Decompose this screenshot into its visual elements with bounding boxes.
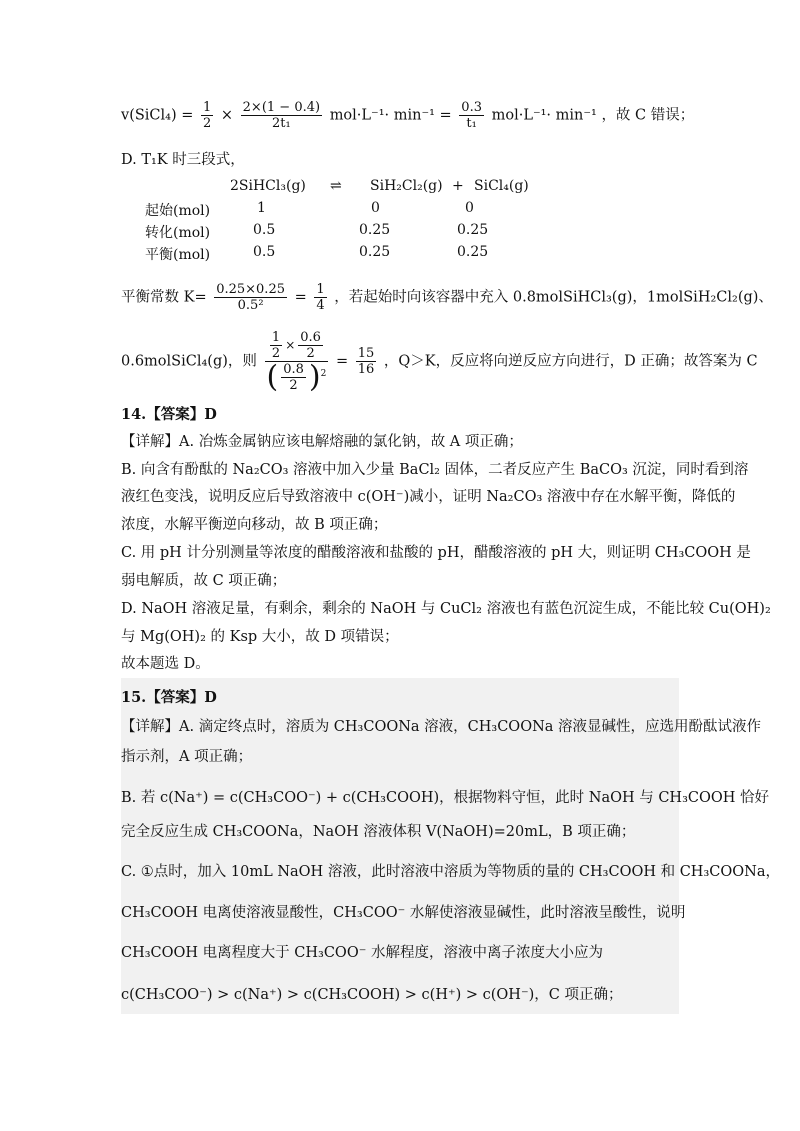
mol-fraction: $\frac{2\times(1 - 0.4)}{\text{2t₁}}$: [242, 100, 321, 131]
q14-line: 弱电解质，故 C 项正确；: [121, 573, 287, 589]
q14-line: 【详解】A. 冶炼金属钠应该电解熔融的氯化钠，故 A 项正确；: [121, 434, 523, 450]
rate-tail: ，故 C 错误；: [601, 107, 695, 124]
q-fraction: $\frac{1}{2}$ × $\frac{0.6}{2}$ ( $\frac{0.8}{2}$ )$^2$: [266, 330, 327, 395]
q14-line: 故本题选 D。: [121, 656, 210, 672]
half-fraction: $\frac{1}{2}$: [203, 100, 212, 131]
q14-line: D. NaOH 溶液足量，有剩余，剩余的 NaOH 与 CuCl₂ 溶液也有蓝色沉淀生成，不能比较 Cu(OH)₂: [121, 601, 771, 617]
q15-line: 【详解】A. 滴定终点时，溶质为 CH₃COONa 溶液，CH₃COONa 溶液显碱性，应选用酚酞试液作: [121, 719, 762, 735]
q-result-fraction: $\frac{15}{16}$: [357, 346, 375, 377]
q15-line: c(CH₃COO⁻) > c(Na⁺) > c(CH₃COOH) > c(H⁺) > c(OH⁻)，C 项正确；: [121, 987, 623, 1003]
q15-answer: 15.【答案】D: [121, 689, 217, 706]
q14-line: C. 用 pH 计分别测量等浓度的醋酸溶液和盐酸的 pH，醋酸溶液的 pH 大，则证明 CH₃COOH 是: [121, 545, 751, 561]
q15-line: 完全反应生成 CH₃COONa，NaOH 溶液体积 V(NaOH)=20mL，B 项正确；: [121, 824, 636, 840]
q15-line: C. ①点时，加入 10mL NaOH 溶液，此时溶液中溶质为等物质的量的 CH₃COOH 和 CH₃COONa，: [121, 864, 780, 880]
k-fraction: $\frac{0.25\times 0.25}{\text{0.5²}}$: [216, 282, 285, 313]
q15-line: CH₃COOH 电离使溶液显酸性，CH₃COO⁻ 水解使溶液显碱性，此时溶液呈酸性，说明: [121, 905, 686, 921]
unit-2: mol·L⁻¹· min⁻¹: [491, 107, 597, 124]
q14-line: 液红色变浅，说明反应后导致溶液中 c(OH⁻)减小，证明 Na₂CO₃ 溶液中存在水解平衡，降低的: [121, 489, 736, 505]
q14-line: 浓度，水解平衡逆向移动，故 B 项正确；: [121, 517, 388, 533]
q-line: 0.6molSiCl₄(g)，则 $\frac{1}{2}$ × $\frac{0.6}{2}$ ( $\frac{0.8}{2}$ )$^2$ = $\frac{15}{16}$ ，Q＞K，反应将向逆反应方向进行，D 正确；故答案为 C: [121, 330, 758, 395]
d-intro: D. T₁K 时三段式，: [121, 152, 245, 168]
q15-line: CH₃COOH 电离程度大于 CH₃COO⁻ 水解程度，溶液中离子浓度大小应为: [121, 945, 603, 961]
unit-1: mol·L⁻¹· min⁻¹ =: [329, 107, 452, 124]
q15-line: 指示剂，A 项正确；: [121, 749, 253, 765]
q14-line: B. 向含有酚酞的 Na₂CO₃ 溶液中加入少量 BaCl₂ 固体，二者反应产生 BaCO₃ 沉淀，同时看到溶: [121, 462, 749, 478]
q15-line: B. 若 c(Na⁺) = c(CH₃COO⁻) + c(CH₃COOH)，根据物料守恒，此时 NaOH 与 CH₃COOH 恰好: [121, 790, 770, 806]
q14-line: 与 Mg(OH)₂ 的 Ksp 大小，故 D 项错误；: [121, 629, 399, 645]
q14-answer: 14.【答案】D: [121, 406, 217, 423]
k-line: 平衡常数 K= $\frac{0.25\times 0.25}{\text{0.5²}}$ = $\frac{1}{4}$ ，若起始时向该容器中充入 0.8molSiHCl₃(g)，1molSiH₂Cl₂(g)、: [121, 282, 773, 313]
rate-equation: v(SiCl₄) = $\frac{1}{2}$ × $\frac{2\times(1 - 0.4)}{\text{2t₁}}$ mol·L⁻¹· min⁻¹ = $\frac{0.3}{\text{t₁}}$ mol·L⁻¹· min⁻¹ ，故 C 错误；: [121, 100, 695, 131]
result-fraction: $\frac{0.3}{\text{t₁}}$: [461, 100, 482, 131]
document-page: v(SiCl₄) = $\frac{1}{2}$ × $\frac{2\times(1 - 0.4)}{\text{2t₁}}$ mol·L⁻¹· min⁻¹ = $\frac{0.3}{\text{t₁}}$ mol·L⁻¹· min⁻¹ ，故 C 错误； D. T₁K 时三段式， 2SiHCl₃(g) ⇌ SiH₂Cl₂(g) + SiCl₄(g) 起始(mol) 1 0 0 转化(mol) 0.5 0.25 0.25 平衡(mol) 0.5 0.25 0.25 平衡常数 K= $\frac{0.25\times 0.25}{\text{0.5²}}$ = $\frac{1}{4}$ ，若起始时向该容器中充入 0.8molSiHCl₃(g)，1molSiH₂Cl₂(g)、 0.6molSiCl₄(g)，则 $\frac{1}{2}$ × $\frac{0.6}{2}$ ( $\frac{0.8}{2}$ )$^2$ = $\frac{15}{16}$ ，Q＞K，反应将向逆反应方向进行，D 正确；故答案为 C 14.【答案】D 【详解】A. 冶炼金属钠应该电解熔融的氯化钠，故 A 项正确； B. 向含有酚酞的 Na₂CO₃ 溶液中加入少量 BaCl₂ 固体，二者反应产生 BaCO₃ 沉淀，同时看到溶 液红色变浅，说明反应后导致溶液中 c(OH⁻)减小，证明 Na₂CO₃ 溶液中存在水解平衡，降低的 浓度，水解平衡逆向移动，故 B 项正确； C. 用 pH 计分别测量等浓度的醋酸溶液和盐酸的 pH，醋酸溶液的 pH 大，则证明 CH₃COOH 是 弱电解质，故 C 项正确； D. NaOH 溶液足量，有剩余，剩余的 NaOH 与 CuCl₂ 溶液也有蓝色沉淀生成，不能比较 Cu(OH)₂ 与 Mg(OH)₂ 的 Ksp 大小，故 D 项错误； 故本题选 D。 15.【答案】D 【详解】A. 滴定终点时，溶质为 CH₃COONa 溶液，CH₃COONa 溶液显碱性，应选用酚酞试液作 指示剂，A 项正确； B. 若 c(Na⁺) = c(CH₃COO⁻) + c(CH₃COOH)，根据物料守恒，此时 NaOH 与 CH₃COOH 恰好 完全反应生成 CH₃COONa，NaOH 溶液体积 V(NaOH)=20mL，B 项正确； C. ①点时，加入 10mL NaOH 溶液，此时溶液中溶质为等物质的量的 CH₃COOH 和 CH₃COONa， CH₃COOH 电离使溶液显酸性，CH₃COO⁻ 水解使溶液显碱性，此时溶液呈酸性，说明 CH₃COOH 电离程度大于 CH₃COO⁻ 水解程度，溶液中离子浓度大小应为 c(CH₃COO⁻) > c(Na⁺) > c(CH₃COOH) > c(H⁺) > c(OH⁻)，C 项正确；: [0, 0, 800, 1131]
k-result-fraction: $\frac{1}{4}$: [316, 282, 325, 313]
rate-lhs: v(SiCl₄) =: [121, 107, 194, 124]
